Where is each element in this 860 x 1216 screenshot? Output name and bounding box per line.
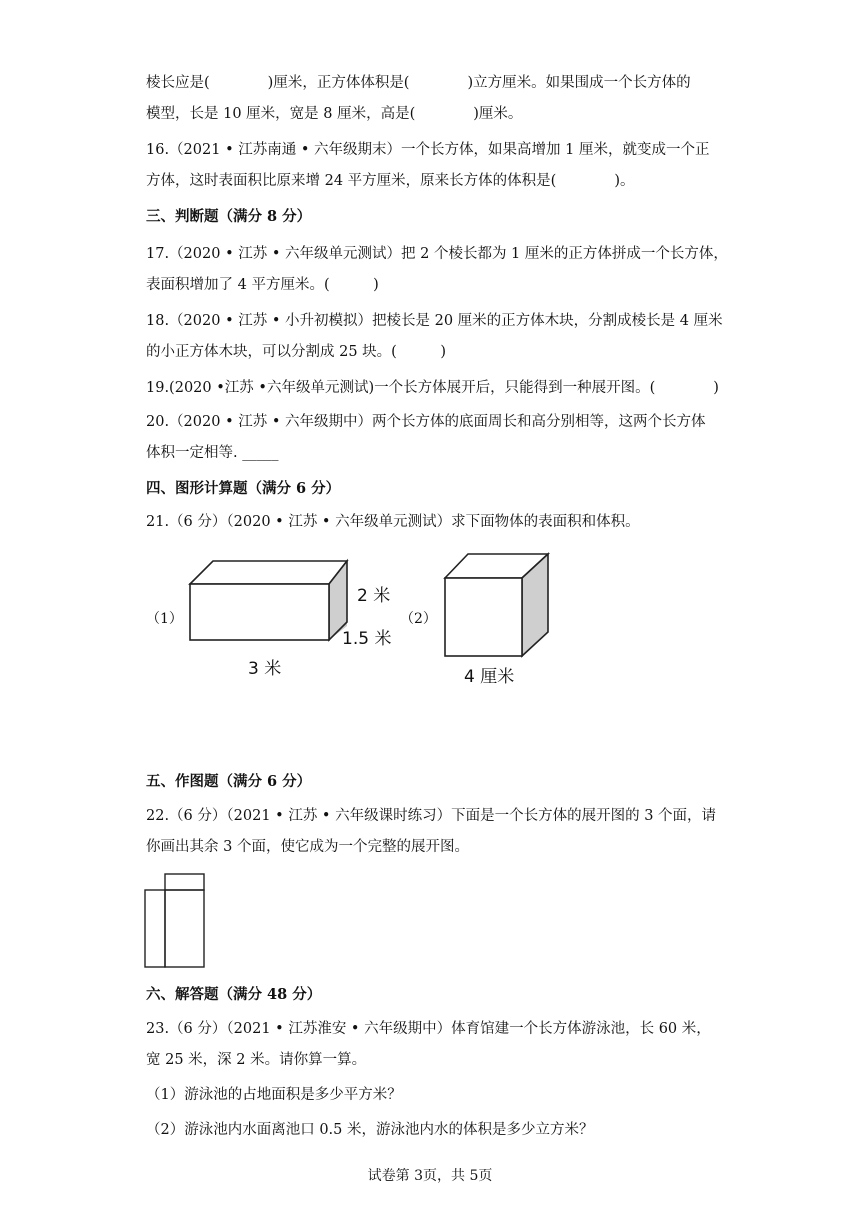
figure-2-label: （2） [400,611,437,627]
question-23-line1: 23.（6 分）（2021 • 江苏淮安 • 六年级期中）体育馆建一个长方体游泳池，长 60 米， [146,1021,711,1037]
q15-continuation-line2: 模型，长是 10 厘米，宽是 8 厘米，高是( )厘米。 [146,106,523,122]
question-18-line1: 18.（2020 • 江苏 • 小升初模拟）把棱长是 20 厘米的正方体木块，分割成棱长是 4 厘米 [146,313,723,329]
cuboid-height-label: 2 米 [357,586,391,606]
q15-continuation-line1: 棱长应是( )厘米，正方体体积是( )立方厘米。如果围成一个长方体的 [146,75,691,91]
section-6-heading: 六、解答题（满分 48 分） [146,986,322,1003]
question-23-part1: （1）游泳池的占地面积是多少平方米？ [146,1087,402,1103]
question-23-part2: （2）游泳池内水面离池口 0.5 米，游泳池内水的体积是多少立方米？ [146,1122,594,1138]
page-footer: 试卷第 3页，共 5页 [367,1168,493,1184]
cuboid-net-figure [143,872,209,970]
section-5-heading: 五、作图题（满分 6 分） [146,773,312,790]
cuboid-length-label: 3 米 [248,659,282,679]
question-19: 19.(2020 •江苏 •六年级单元测试)一个长方体展开后，只能得到一种展开图。( ) [146,380,719,396]
question-18-line2: 的小正方体木块，可以分割成 25 块。( ) [146,344,446,360]
question-17-line1: 17.（2020 • 江苏 • 六年级单元测试）把 2 个棱长都为 1 厘米的正方体拼成一个长方体， [146,246,728,262]
question-16-line1: 16.（2021 • 江苏南通 • 六年级期末）一个长方体，如果高增加 1 厘米，就变成一个正 [146,142,710,158]
question-16-line2: 方体，这时表面积比原来增 24 平方厘米，原来长方体的体积是( )。 [146,173,635,189]
question-20-line2: 体积一定相等. _____ [146,445,279,461]
cuboid-width-label: 1.5 米 [342,629,392,649]
figure-1-label: （1） [146,611,183,627]
question-17-line2: 表面积增加了 4 平方厘米。( ) [146,277,379,293]
section-4-heading: 四、图形计算题（满分 6 分） [146,480,341,497]
section-3-heading: 三、判断题（满分 8 分） [146,208,312,225]
cuboid-figure [185,556,355,646]
question-21: 21.（6 分）（2020 • 江苏 • 六年级单元测试）求下面物体的表面积和体积。 [146,514,640,530]
cube-edge-label: 4 厘米 [464,667,515,687]
question-23-line2: 宽 25 米，深 2 米。请你算一算。 [146,1052,367,1068]
question-20-line1: 20.（2020 • 江苏 • 六年级期中）两个长方体的底面周长和高分别相等，这两个长方体 [146,414,706,430]
question-22-line2: 你画出其余 3 个面，使它成为一个完整的展开图。 [146,839,469,855]
cube-figure [440,550,552,660]
question-22-line1: 22.（6 分）（2021 • 江苏 • 六年级课时练习）下面是一个长方体的展开图的 3 个面，请 [146,808,717,824]
